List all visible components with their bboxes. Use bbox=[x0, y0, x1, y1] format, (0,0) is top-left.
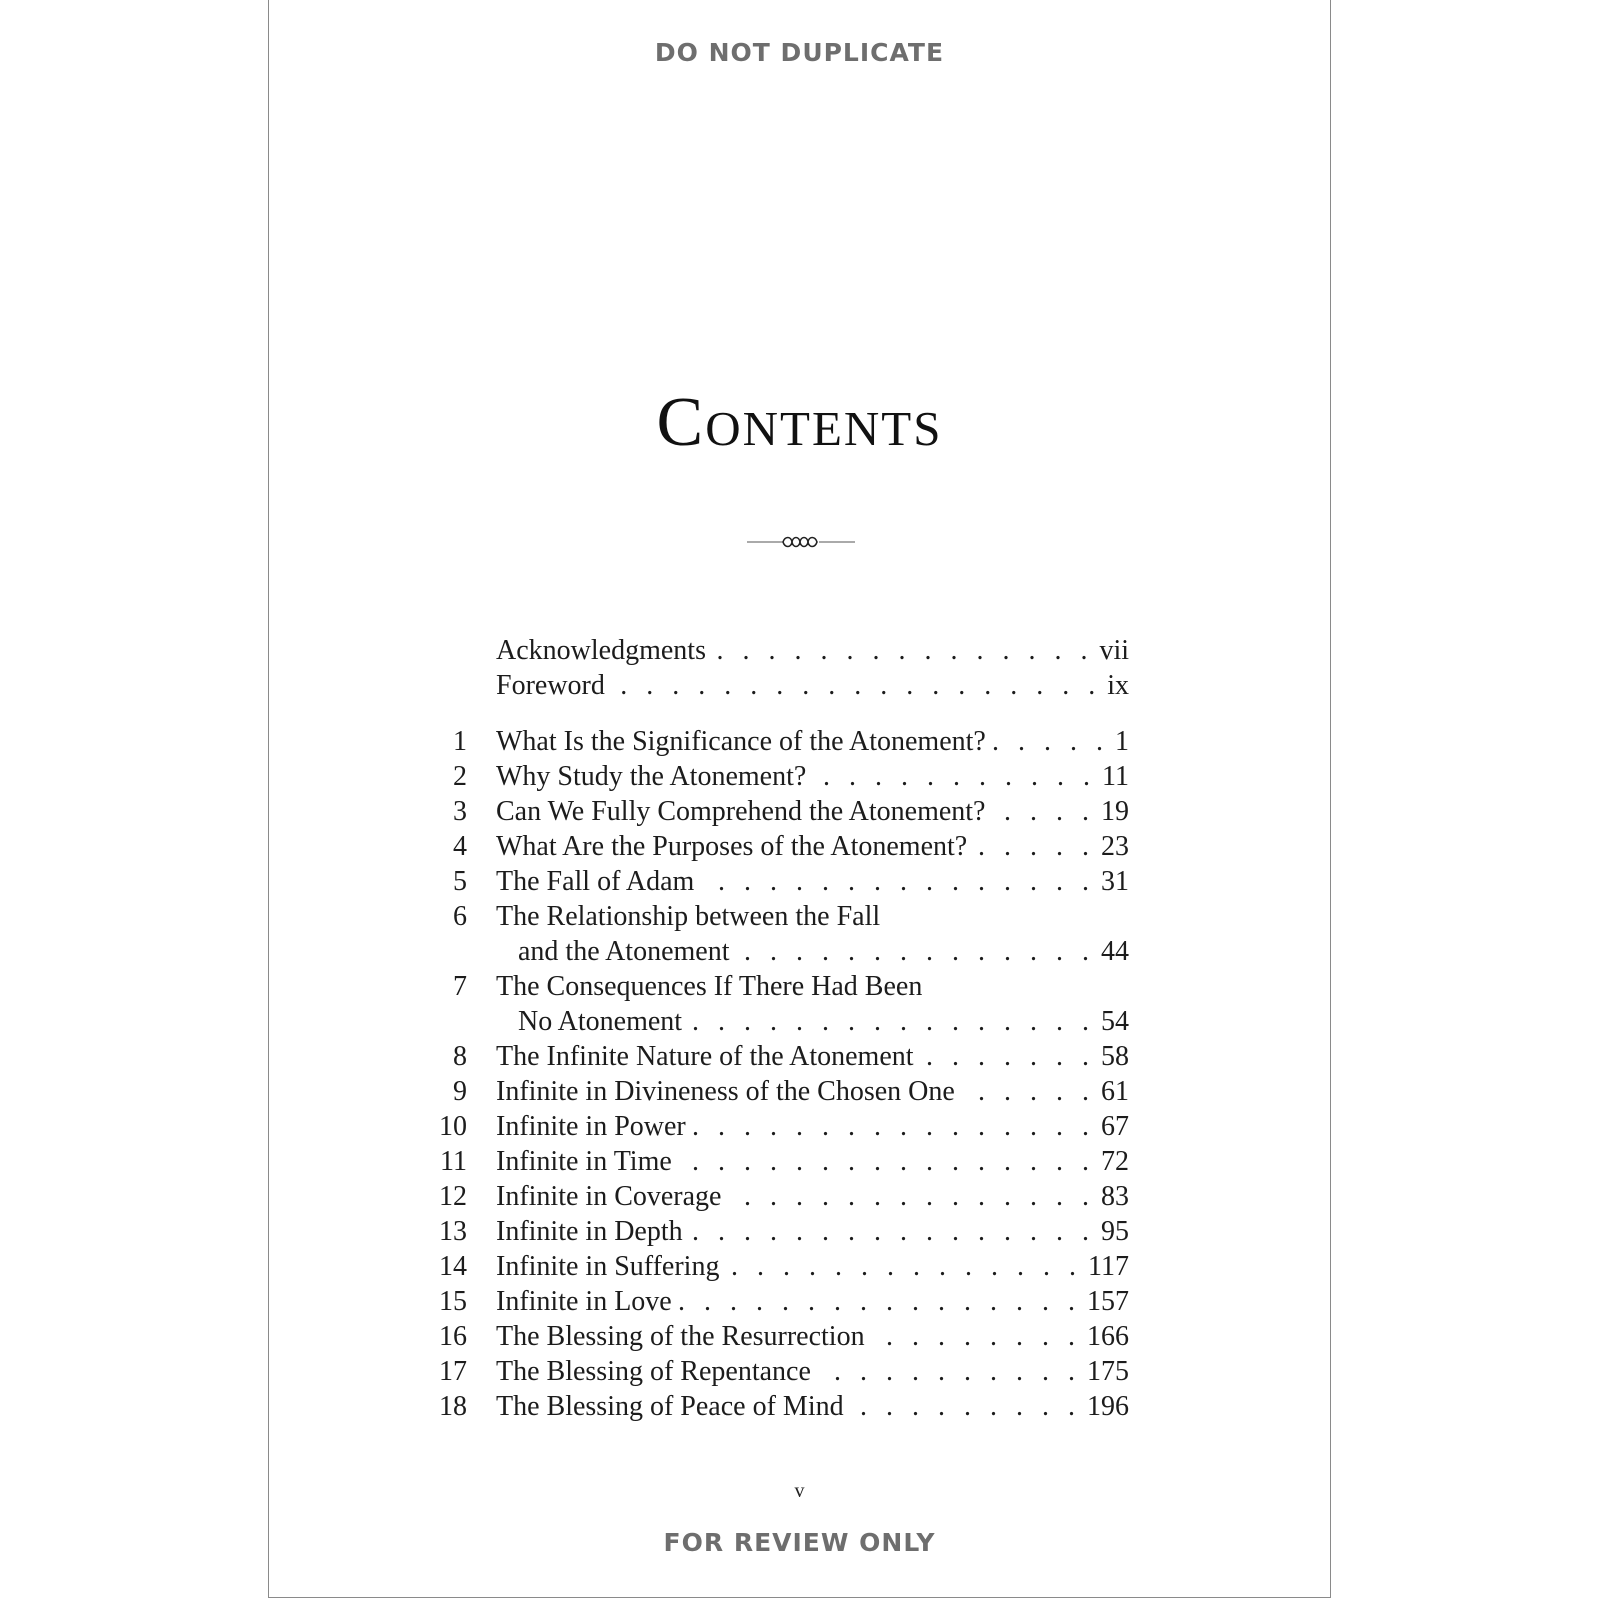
chapter-number: 10 bbox=[439, 1111, 467, 1142]
toc-entry-chapter-13[interactable] bbox=[417, 1214, 1129, 1249]
entry-title: What Is the Significance of the Atonement? bbox=[496, 726, 986, 757]
entry-title: Infinite in Divineness of the Chosen One bbox=[496, 1076, 955, 1107]
entry-title-continued: and the Atonement bbox=[518, 936, 730, 967]
toc-entry-chapter-10[interactable] bbox=[417, 1109, 1129, 1144]
dot-leader bbox=[678, 1284, 1081, 1319]
entry-page: 23 bbox=[1101, 831, 1129, 862]
entry-page: 1 bbox=[1115, 726, 1129, 757]
chapter-number: 13 bbox=[439, 1216, 467, 1247]
chapter-number: 15 bbox=[439, 1286, 467, 1317]
page-title: Contents bbox=[656, 384, 943, 461]
entry-page: 19 bbox=[1101, 796, 1129, 827]
scroll-flourish-icon bbox=[745, 532, 857, 552]
entry-title: Why Study the Atonement? bbox=[496, 761, 807, 792]
chapter-number: 9 bbox=[453, 1076, 467, 1107]
toc-entry-chapter-8[interactable] bbox=[417, 1039, 1129, 1074]
entry-page: 58 bbox=[1101, 1041, 1129, 1072]
toc-entry-chapter-1[interactable] bbox=[417, 724, 1129, 759]
entry-page: vii bbox=[1099, 635, 1129, 666]
entry-page: 31 bbox=[1101, 866, 1129, 897]
entry-title: The Infinite Nature of the Atonement bbox=[496, 1041, 914, 1072]
entry-title-continued: No Atonement bbox=[518, 1006, 683, 1037]
dot-leader bbox=[850, 1389, 1081, 1424]
toc-entry-chapter-16[interactable] bbox=[417, 1319, 1129, 1354]
entry-title: The Blessing of Repentance bbox=[496, 1356, 811, 1387]
table-of-contents bbox=[417, 633, 1129, 1424]
dot-leader bbox=[812, 759, 1096, 794]
entry-page: 175 bbox=[1087, 1356, 1129, 1387]
chapter-number: 7 bbox=[453, 971, 467, 1002]
dot-leader bbox=[992, 724, 1109, 759]
entry-title: The Fall of Adam bbox=[496, 866, 695, 897]
chapter-number: 14 bbox=[439, 1251, 467, 1282]
toc-entry-chapter-4[interactable] bbox=[417, 829, 1129, 864]
entry-page: 95 bbox=[1101, 1216, 1129, 1247]
entry-title: Infinite in Coverage bbox=[496, 1181, 722, 1212]
toc-entry-chapter-7-continued[interactable] bbox=[417, 1004, 1129, 1039]
dot-leader bbox=[920, 1039, 1095, 1074]
entry-page: 117 bbox=[1088, 1251, 1129, 1282]
entry-title: The Blessing of the Resurrection bbox=[496, 1321, 865, 1352]
toc-entry-chapter-15[interactable] bbox=[417, 1284, 1129, 1319]
dot-leader bbox=[678, 1144, 1095, 1179]
entry-page: 157 bbox=[1087, 1286, 1129, 1317]
dot-leader bbox=[712, 633, 1093, 668]
dot-leader bbox=[692, 1109, 1095, 1144]
entry-page: 61 bbox=[1101, 1076, 1129, 1107]
entry-page: 44 bbox=[1101, 936, 1129, 967]
watermark-top: DO NOT DUPLICATE bbox=[654, 38, 945, 67]
chapter-number: 4 bbox=[453, 831, 467, 862]
watermark-bottom: FOR REVIEW ONLY bbox=[663, 1528, 936, 1557]
entry-title: Can We Fully Comprehend the Atonement? bbox=[496, 796, 986, 827]
chapter-number: 8 bbox=[453, 1041, 467, 1072]
toc-entry-chapter-14[interactable] bbox=[417, 1249, 1129, 1284]
dot-leader bbox=[688, 1004, 1095, 1039]
toc-entry-chapter-3[interactable] bbox=[417, 794, 1129, 829]
dot-leader bbox=[817, 1354, 1081, 1389]
entry-page: 11 bbox=[1102, 761, 1129, 792]
entry-page: 54 bbox=[1101, 1006, 1129, 1037]
entry-page: ix bbox=[1107, 670, 1129, 701]
toc-entry-chapter-11[interactable] bbox=[417, 1144, 1129, 1179]
dot-leader bbox=[973, 829, 1095, 864]
entry-title: Infinite in Time bbox=[496, 1146, 672, 1177]
entry-title: The Consequences If There Had Been bbox=[496, 971, 923, 1002]
dot-leader bbox=[725, 1249, 1082, 1284]
toc-entry-chapter-5[interactable] bbox=[417, 864, 1129, 899]
entry-title: The Blessing of Peace of Mind bbox=[496, 1391, 844, 1422]
toc-entry-foreword[interactable] bbox=[417, 668, 1129, 703]
entry-title: Infinite in Power bbox=[496, 1111, 686, 1142]
dot-leader bbox=[689, 1214, 1095, 1249]
chapter-number: 16 bbox=[439, 1321, 467, 1352]
toc-entry-chapter-12[interactable] bbox=[417, 1179, 1129, 1214]
book-page bbox=[268, 0, 1331, 1598]
chapter-number: 2 bbox=[453, 761, 467, 792]
dot-leader bbox=[991, 794, 1095, 829]
entry-title: Acknowledgments bbox=[496, 635, 706, 666]
toc-entry-chapter-7[interactable] bbox=[417, 969, 1129, 1004]
entry-title: What Are the Purposes of the Atonement? bbox=[496, 831, 968, 862]
dot-leader bbox=[700, 864, 1095, 899]
chapter-number: 1 bbox=[453, 726, 467, 757]
entry-page: 166 bbox=[1087, 1321, 1129, 1352]
chapter-number: 5 bbox=[453, 866, 467, 897]
toc-entry-chapter-18[interactable] bbox=[417, 1389, 1129, 1424]
chapter-number: 18 bbox=[439, 1391, 467, 1422]
entry-page: 83 bbox=[1101, 1181, 1129, 1212]
entry-title: The Relationship between the Fall bbox=[496, 901, 881, 932]
toc-entry-chapter-6-continued[interactable] bbox=[417, 934, 1129, 969]
dot-leader bbox=[871, 1319, 1081, 1354]
entry-title: Infinite in Suffering bbox=[496, 1251, 720, 1282]
dot-leader bbox=[727, 1179, 1095, 1214]
dot-leader bbox=[736, 934, 1095, 969]
toc-entry-chapter-9[interactable] bbox=[417, 1074, 1129, 1109]
entry-title: Foreword bbox=[496, 670, 605, 701]
chapter-number: 3 bbox=[453, 796, 467, 827]
toc-entry-chapter-17[interactable] bbox=[417, 1354, 1129, 1389]
page-number: v bbox=[794, 1480, 805, 1502]
entry-title: Infinite in Love bbox=[496, 1286, 672, 1317]
entry-page: 72 bbox=[1101, 1146, 1129, 1177]
toc-entry-chapter-2[interactable] bbox=[417, 759, 1129, 794]
entry-page: 67 bbox=[1101, 1111, 1129, 1142]
entry-title: Infinite in Depth bbox=[496, 1216, 683, 1247]
toc-entry-acknowledgments[interactable] bbox=[417, 633, 1129, 668]
chapter-number: 12 bbox=[439, 1181, 467, 1212]
dot-leader bbox=[611, 668, 1101, 703]
dot-leader bbox=[961, 1074, 1095, 1109]
entry-page: 196 bbox=[1087, 1391, 1129, 1422]
chapter-number: 11 bbox=[440, 1146, 467, 1177]
toc-entry-chapter-6[interactable] bbox=[417, 899, 1129, 934]
chapter-number: 6 bbox=[453, 901, 467, 932]
chapter-number: 17 bbox=[439, 1356, 467, 1387]
